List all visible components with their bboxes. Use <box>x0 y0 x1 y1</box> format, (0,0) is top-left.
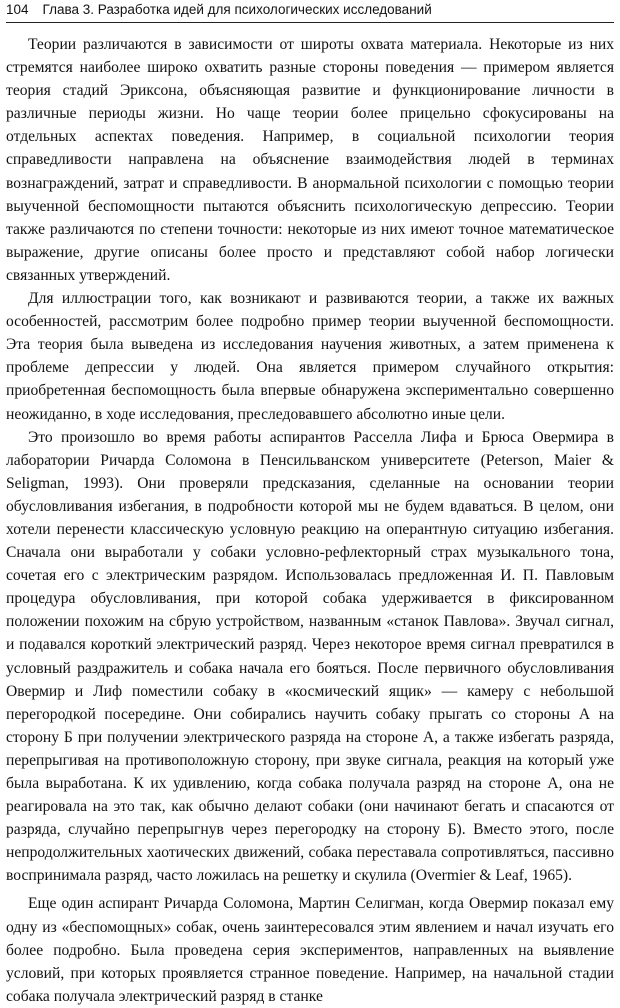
running-head <box>6 0 614 22</box>
paragraph-theories-scope: Теории различаются в зависимости от широты охвата материала. Некоторые из них стремятся наиболее широко охватить разные стороны поведения — примером является теория стадий Эриксона, объясняющая развитие и функционирование личности в различные периоды жизни. Но чаще теории более прицельно сфокусированы на отдельных аспектах поведения. Например, в социальной психологии теория справедливости направлена на объяснение взаимодействия людей в терминах вознаграждений, затрат и справедливости. В анормальной психологии с помощью теории выученной беспомощности пытаются объяснить психологическую депрессию. Теории также различаются по степени точности: некоторые из них имеют точное математическое выражение, другие описаны более просто и представляют собой набор логически связанных утверждений. <box>6 36 614 284</box>
paragraph-learned-helplessness-intro: Для иллюстрации того, как возникают и развиваются теории, а также их важных особенностей, рассмотрим более подробно пример теории выученной беспомощности. Эта теория была выведена из исследования научения животных, а затем применена к проблеме депрессии у людей. Она является примером случайного открытия: приобретенная беспомощность была впервые обнаружена экспериментально совершенно неожиданно, в ходе исследования, преследовавшего абсолютно иные цели. <box>6 290 614 423</box>
body-text <box>6 33 614 1008</box>
header-rule <box>6 22 614 23</box>
chapter-title: Глава 3. Разработка идей для психологических исследований <box>42 2 432 17</box>
page-number: 104 <box>6 2 29 17</box>
paragraph-seligman: Еще один аспирант Ричарда Соломона, Мартин Селигман, когда Овермир показал ему одну из «беспомощных» собак, очень заинтересовался этим явлением и начал изучать его более подробно. Была проведена серия экспериментов, направленных на выявление условий, при которых проявляется странное поведение. Например, на начальной стадии собака получала электрический разряд в станке <box>6 895 614 1005</box>
paragraph-overmier-leaf-experiment: Это произошло во время работы аспирантов Расселла Лифа и Брюса Овермира в лаборатории Ричарда Соломона в Пенсильванском университете (Peterson, Maier & Seligman, 1993). Они проверяли предсказания, сделанные на основании теории обусловливания избегания, в подробности которой мы не будем вдаваться. В целом, они хотели перенести классическую условную реакцию на оперантную ситуацию избегания. Сначала они выработали у собаки условно-рефлекторный страх музыкального тона, сочетая его с электрическим разрядом. Использовалась предложенная И. П. Павловым процедура обусловливания, при которой собака удерживается в фиксированном положении похожим на сбрую устройством, названным «станок Павлова». Звучал сигнал, и подавался короткий электрический разряд. Через некоторое время сигнал превратился в условный раздражитель и собака начала его бояться. После первичного обусловливания Овермир и Лиф поместили собаку в «космический ящик» — камеру с небольшой перегородкой посередине. Они собирались научить собаку прыгать со стороны А на сторону Б при получении электрического разряда на стороне А, а также избегать разряда, перепрыгивая на противоположную сторону, при звуке сигнала, реакция на который уже была выработана. К их удивлению, когда собака получала разряд на стороне А, она не реагировала на это так, как обычно делают собаки (они начинают бегать и спасаются от разряда, случайно перепрыгнув через перегородку на сторону Б). Вместо этого, после непродолжительных хаотических движений, собака переставала сопротивляться, пассивно воспринимала разряд, часто ложилась на решетку и скулила (Overmier & Leaf, 1965). <box>6 428 614 885</box>
